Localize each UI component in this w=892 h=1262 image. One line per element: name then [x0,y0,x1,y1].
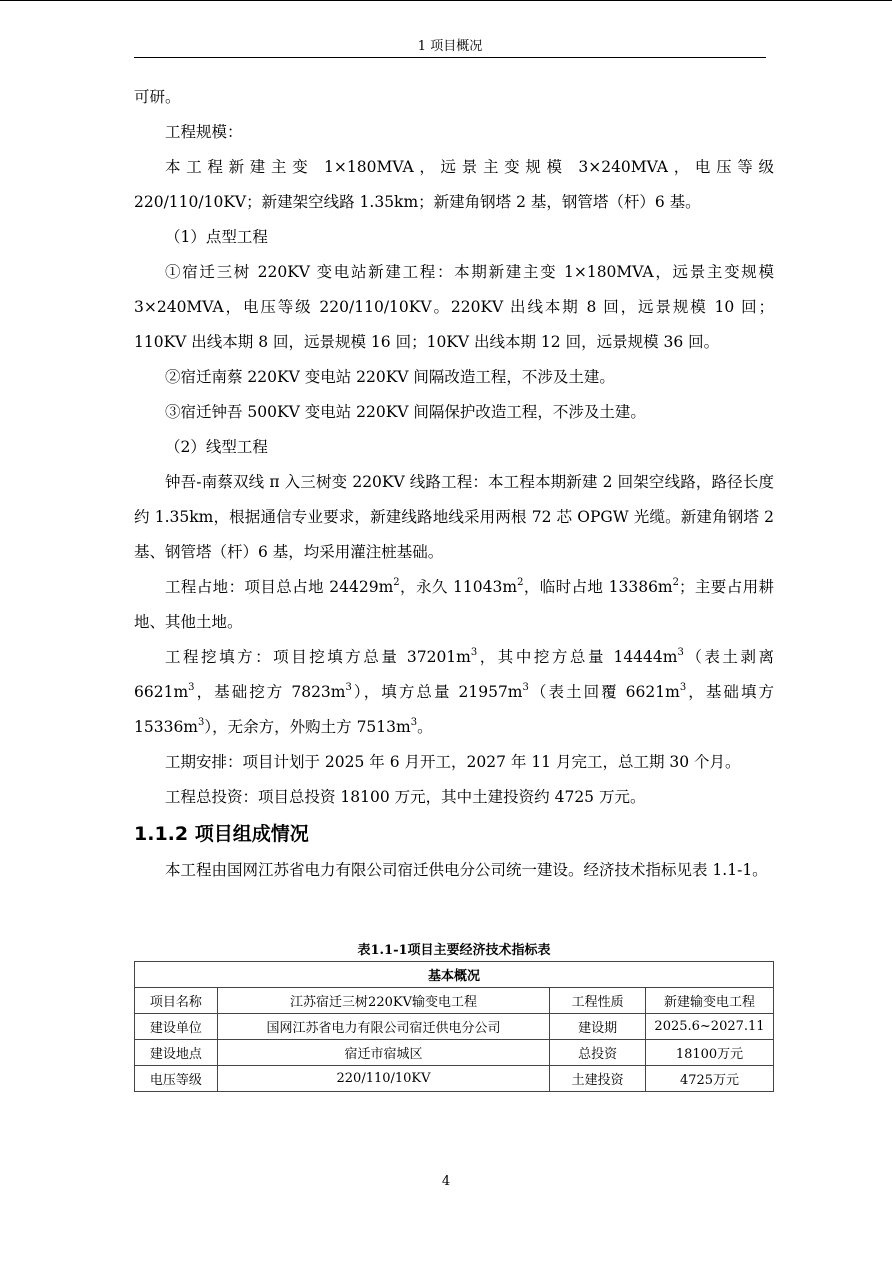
table-row [135,1014,774,1040]
table-caption: 表1.1-1项目主要经济技术指标表 [357,943,551,958]
text-run: ，永久 11043m [399,578,518,596]
paragraph: 本工程新建主变 1×180MVA，远景主变规模 3×240MVA，电压等级220/110/10KV；新建架空线路 1.35km；新建角钢塔 2 基，钢管塔（杆）6 基。 [134,158,774,211]
land-occupation-paragraph [134,570,774,640]
table-cell: 建设期 [550,1014,646,1040]
table-group-header: 基本概况 [135,962,774,988]
paragraph: 本工程由国网江苏省电力有限公司宿迁供电分公司统一建设。经济技术指标见表 1.1-1。 [165,861,768,879]
text-run: 。 [417,718,433,736]
superscript: 2 [393,576,400,588]
economic-indicator-table [134,961,774,1092]
table-cell: 江苏宿迁三树220KV输变电工程 [217,988,549,1014]
page-number: 4 [441,1174,451,1189]
page-top-border [0,0,892,1]
paragraph: ②宿迁南蔡 220KV 变电站 220KV 间隔改造工程，不涉及土建。 [165,368,615,386]
table-cell: 220/110/10KV [217,1066,549,1092]
paragraph: （2）线型工程 [165,438,268,456]
text-run: ，临时占地 13386m [523,578,673,596]
superscript: 3 [188,681,195,693]
text-run: （表土回覆 6621m [528,683,680,701]
superscript: 2 [672,576,680,588]
text-run: ，基础填方 15336m [134,683,774,736]
text-run: ；主要占用耕地、其他土地。 [134,578,774,631]
table-cell: 国网江苏省电力有限公司宿迁供电分公司 [217,1014,549,1040]
paragraph: ③宿迁钟吾 500KV 变电站 220KV 间隔保护改造工程，不涉及土建。 [165,403,646,421]
text-run: ，基础挖方 7823m [194,683,346,701]
table-cell: 4725万元 [646,1066,774,1092]
table-cell: 建设单位 [135,1014,218,1040]
text-run: 工程挖填方：项目挖填方总量 37201m [165,648,471,666]
paragraph: 钟吾-南蔡双线 π 入三树变 220KV 线路工程：本工程本期新建 2 回架空线路，路径长度约 1.35km，根据通信专业要求，新建线路地线采用两根 72 芯 OPGW 光缆。新建角钢塔 2 基、钢管塔（杆）6 基，均采用灌注桩基础。 [134,473,774,561]
table-cell: 工程性质 [550,988,646,1014]
paragraph: （1）点型工程 [165,228,268,246]
table-cell: 总投资 [550,1040,646,1066]
header-rule [134,57,766,58]
section-heading: 1.1.2 项目组成情况 [134,823,309,845]
text-run: ），无余方，外购土方 7513m [204,718,411,736]
superscript: 3 [522,681,529,693]
paragraph: 工期安排：项目计划于 2025 年 6 月开工，2027 年 11 月完工，总工期 30 个月。 [165,753,741,771]
table-cell: 新建输变电工程 [646,988,774,1014]
table-cell: 2025.6~2027.11 [646,1014,774,1040]
table-cell: 电压等级 [135,1066,218,1092]
text-run: ），填方总量 21957m [351,683,523,701]
text-run: 工程占地：项目总占地 24429m [165,578,394,596]
table-row [135,1040,774,1066]
table-row [135,1066,774,1092]
paragraph: 可研。 [134,88,181,106]
superscript: 3 [198,716,205,728]
table-row [135,988,774,1014]
paragraph: 工程总投资：项目总投资 18100 万元，其中土建投资约 4725 万元。 [165,788,646,806]
text-run: ，其中挖方总量 14444m [477,648,678,666]
superscript: 3 [679,681,687,693]
superscript: 2 [517,576,524,588]
table-cell: 土建投资 [550,1066,646,1092]
body-text [134,80,774,888]
table-cell: 项目名称 [135,988,218,1014]
superscript: 3 [470,646,478,658]
earthwork-paragraph [134,640,774,745]
superscript: 3 [410,716,418,728]
paragraph: 工程规模： [165,123,243,141]
table-cell: 18100万元 [646,1040,774,1066]
table-group-header-row [135,962,774,988]
table-cell: 建设地点 [135,1040,218,1066]
running-header: 1 项目概况 [417,39,483,54]
superscript: 3 [677,646,684,658]
text-run: （表土剥离 6621m [134,648,774,701]
paragraph: ①宿迁三树 220KV 变电站新建工程：本期新建主变 1×180MVA，远景主变规模 3×240MVA，电压等级 220/110/10KV。220KV 出线本期 8 回，远景规模 10 回；110KV 出线本期 8 回，远景规模 16 回；10KV 出线本期 12 回，远景规模 36 回。 [134,263,774,351]
table-cell: 宿迁市宿城区 [217,1040,549,1066]
superscript: 3 [345,681,352,693]
